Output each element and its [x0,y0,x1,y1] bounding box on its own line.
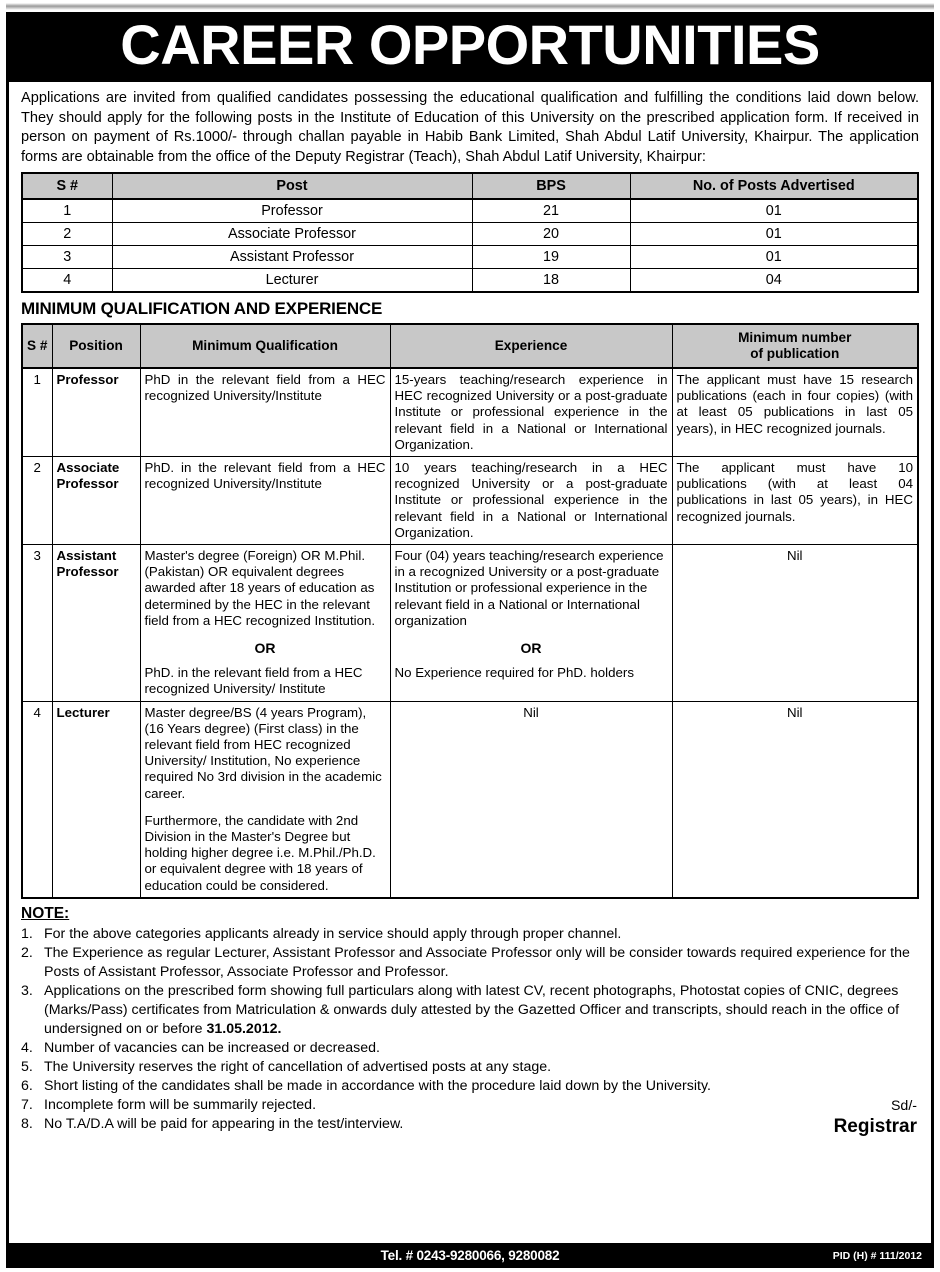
list-item [21,1077,919,1096]
note-deadline-date: 31.05.2012. [206,1020,282,1037]
qualification-table-header-row [22,324,918,368]
qual-header-experience: Experience [390,324,672,368]
qual-experience-part1: Four (04) years teaching/research experience in a recognized University or a post-graduate Institution or professional experience in the relevant field in a National or International organization [394,548,664,628]
list-item [21,982,919,1039]
note-number: 6. [21,1077,33,1094]
qual-cell-position: Assistant Professor [52,545,140,702]
note-text: Short listing of the candidates shall be made in accordance with the procedure laid down by the University. [44,1077,711,1094]
signature-sd: Sd/- [890,1097,917,1114]
footer-pid: PID (H) # 111/2012 [832,1249,922,1262]
qual-qualification-part1: Master's degree (Foreign) OR M.Phil. (Pakistan) OR equivalent degrees awarded after 18 years of education as determined by the HEC in the relevant field from a HEC recognized Institution. [144,548,376,628]
posts-cell-post: Assistant Professor [112,246,472,269]
qual-cell-position: Associate Professor [52,457,140,545]
list-item [21,925,919,944]
posts-cell-count: 04 [630,269,918,293]
qual-cell-sn: 1 [22,368,52,457]
qual-cell-qualification: PhD. in the relevant field from a HEC recognized University/Institute [140,457,390,545]
posts-cell-count: 01 [630,199,918,223]
posts-table-header-row [22,173,918,199]
qual-cell-publication: The applicant must have 15 research publications (each in four copies) (with at least 05 publications in last 05 years), in HEC recognized journals. [672,368,918,457]
posts-cell-sn: 1 [22,199,112,223]
note-text: Incomplete form will be summarily rejected. [44,1096,317,1113]
footer-telephone: Tel. # 0243-9280066, 9280082 [380,1248,560,1263]
note-text: The University reserves the right of cancellation of advertised posts at any stage. [44,1058,552,1075]
qualification-table [21,323,919,899]
qual-cell-experience: 10 years teaching/research in a HEC recognized University or a post-graduate Institute or professional experience in the relevant field in a National or International Organization. [390,457,672,545]
qual-qualification-part2: PhD. in the relevant field from a HEC recognized University/ Institute [144,665,363,697]
page-content [9,12,931,1138]
qual-cell-sn: 4 [22,701,52,898]
note-number: 1. [21,925,33,942]
qual-cell-position: Professor [52,368,140,457]
qual-cell-sn: 3 [22,545,52,702]
posts-cell-post: Lecturer [112,269,472,293]
note-text: For the above categories applicants already in service should apply through proper channel. [44,925,622,942]
qual-header-sn: S # [22,324,52,368]
posts-cell-sn: 3 [22,246,112,269]
title-banner [9,12,931,82]
table-row [22,701,918,898]
posts-cell-count: 01 [630,246,918,269]
qual-cell-qualification [140,701,390,898]
qual-header-publication-line2: of publication [750,346,840,361]
posts-header-sn: S # [22,173,112,199]
qual-cell-sn: 2 [22,457,52,545]
list-item [21,1058,919,1077]
page-title: CAREER OPPORTUNITIES [120,13,820,76]
qual-header-publication-line1: Minimum number [738,330,852,345]
table-row [22,199,918,223]
qual-header-qualification: Minimum Qualification [140,324,390,368]
posts-cell-bps: 21 [472,199,630,223]
qual-qualification-or: OR [254,640,276,657]
posts-cell-post: Professor [112,199,472,223]
table-row [22,269,918,293]
qual-cell-experience: Nil [390,701,672,898]
note-number: 8. [21,1115,33,1132]
notes-section [9,899,931,1134]
posts-cell-sn: 4 [22,269,112,293]
posts-cell-bps: 19 [472,246,630,269]
signature-designation: Registrar [833,1115,917,1137]
qual-cell-qualification: PhD in the relevant field from a HEC recognized University/Institute [140,368,390,457]
table-row [22,223,918,246]
qual-cell-publication: Nil [672,545,918,702]
note-text: Number of vacancies can be increased or decreased. [44,1039,380,1056]
posts-cell-post: Associate Professor [112,223,472,246]
note-number: 4. [21,1039,33,1056]
qual-header-position: Position [52,324,140,368]
note-number: 2. [21,944,33,961]
qual-cell-experience [390,545,672,702]
note-text-main: Applications on the prescribed form showing full particulars along with latest CV, recent photographs, Photostat copies of CNIC, degrees (Marks/Pass) certificates from Matriculation & onwards duly attested by the Gazetted Officer and transcripts, should reach in the office of undersigned on or before [44,982,900,1037]
posts-header-count: No. of Posts Advertised [630,173,918,199]
list-item [21,1115,919,1134]
qual-cell-experience: 15-years teaching/research experience in HEC recognized University or a post-graduate Institute or professional experience in the relevant field in a National or International Organization. [390,368,672,457]
qual-cell-publication: The applicant must have 10 publications (with at least 04 publications in last 05 years), in HEC recognized journals. [672,457,918,545]
qual-cell-publication: Nil [672,701,918,898]
posts-header-post: Post [112,173,472,199]
list-item [21,1096,919,1115]
note-text: No T.A/D.A will be paid for appearing in the test/interview. [44,1115,404,1132]
note-text: The Experience as regular Lecturer, Assistant Professor and Associate Professor only will be consider towards required experience for the Posts of Assistant Professor, Associate Professor and Professor. [44,944,910,980]
posts-header-bps: BPS [472,173,630,199]
notes-title: NOTE: [21,904,70,922]
top-decorative-strip [6,3,934,10]
intro-paragraph: Applications are invited from qualified candidates possessing the educational qualification and fulfilling the conditions laid down below. They should apply for the following posts in the Institute of Education of this University on the prescribed application form. If received in person on payment of Rs.1000/- through challan payable in Habib Bank Limited, Shah Abdul Latif University, Khairpur. The application forms are obtainable from the office of the Deputy Registrar (Teach), Shah Abdul Latif University, Khairpur: [21,90,919,165]
posts-cell-count: 01 [630,223,918,246]
page-border-frame [6,12,934,1268]
table-row [22,545,918,702]
note-number: 7. [21,1096,33,1113]
table-row [22,457,918,545]
qual-experience-or: OR [520,640,542,657]
qual-qualification-part2: Furthermore, the candidate with 2nd Division in the Master's Degree but holding higher degree i.e. M.Phil./Ph.D. or equivalent degree with 18 years of education could be considered. [144,812,376,893]
qual-cell-qualification [140,545,390,702]
footer-bar [6,1243,934,1268]
posts-cell-bps: 20 [472,223,630,246]
posts-table [21,172,919,293]
posts-cell-sn: 2 [22,223,112,246]
qual-header-publication [672,324,918,368]
list-item [21,1039,919,1058]
note-text [44,982,919,1039]
posts-cell-bps: 18 [472,269,630,293]
qualification-section-heading: MINIMUM QUALIFICATION AND EXPERIENCE [21,299,383,318]
table-row [22,246,918,269]
qual-experience-part2: No Experience required for PhD. holders [394,665,634,681]
table-row [22,368,918,457]
note-number: 5. [21,1058,33,1075]
note-number: 3. [21,982,33,999]
qual-cell-position: Lecturer [52,701,140,898]
list-item [21,944,919,982]
qual-qualification-part1: Master degree/BS (4 years Program), (16 Years degree) (First class) in the relevant field from HEC recognized University/ Institution, No experience required No 3rd division in the academic career. [144,704,382,801]
